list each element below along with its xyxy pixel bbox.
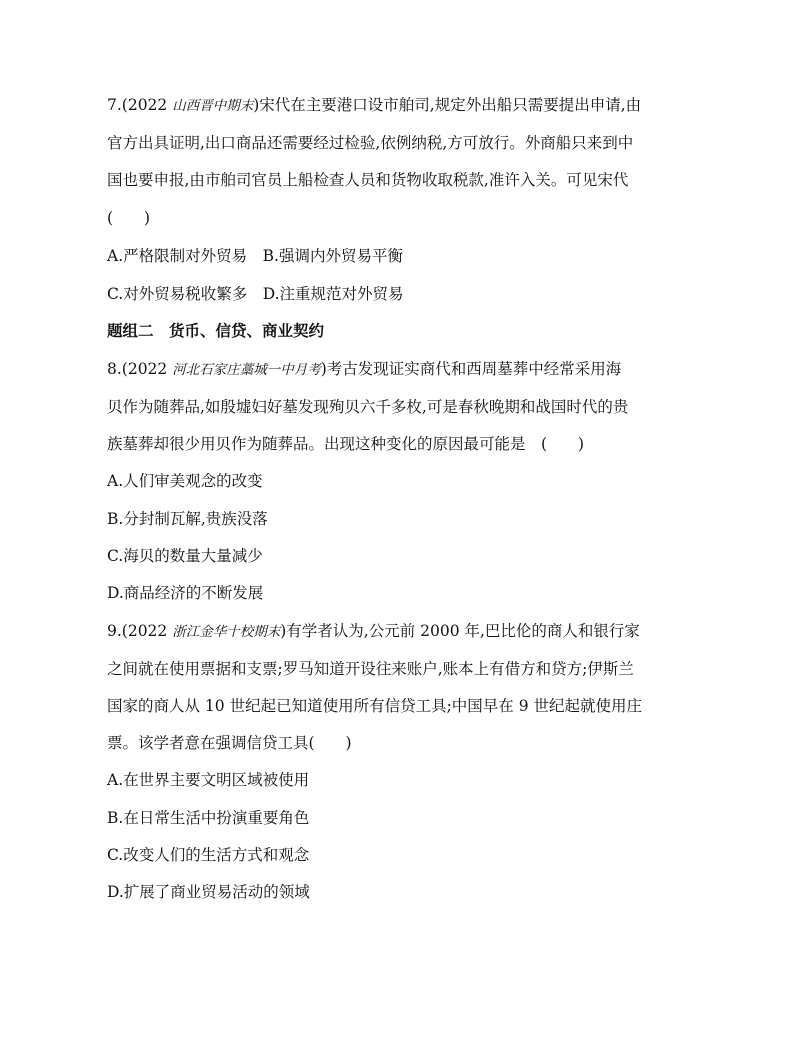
q7-source: 山西晋中期末	[172, 98, 254, 114]
q8-line-3: 族墓葬却很少用贝作为随葬品。出现这种变化的原因最可能是 ( )	[107, 435, 585, 453]
q9-line-1	[107, 621, 640, 642]
q9-line-2: 之间就在使用票据和支票;罗马知道开设往来账户,账本上有借方和贷方;伊斯兰	[107, 660, 634, 678]
q9-option-a: A.在世界主要文明区域被使用	[107, 771, 310, 789]
q9-line-3: 国家的商人从 10 世纪起已知道使用所有信贷工具;中国早在 9 世纪起就使用庄	[107, 697, 643, 715]
q9-text-1: )有学者认为,公元前 2000 年,巴比伦的商人和银行家	[280, 622, 640, 640]
q8-number: 8.(2022	[107, 360, 173, 378]
q9-option-c: C.改变人们的生活方式和观念	[107, 846, 310, 864]
q7-answer-blank: ( )	[107, 209, 151, 227]
q8-option-a: A.人们审美观念的改变	[107, 472, 263, 490]
q7-line-3: 国也要申报,由市舶司官员上船检查人员和货物收取税款,准许入关。可见宋代	[107, 171, 629, 189]
q9-number: 9.(2022	[107, 622, 173, 640]
q9-option-b: B.在日常生活中扮演重要角色	[107, 809, 310, 827]
q7-line-2: 官方出具证明,出口商品还需要经过检验,依例纳税,方可放行。外商船只来到中	[107, 134, 634, 152]
q7-text-1: )宋代在主要港口设市舶司,规定外出船只需要提出申请,由	[253, 96, 642, 114]
q7-options-row-2: C.对外贸易税收繁多 D.注重规范对外贸易	[107, 285, 404, 303]
q9-line-4: 票。该学者意在强调信贷工具( )	[107, 734, 352, 752]
q8-text-1: )考古发现证实商代和西周墓葬中经常采用海	[320, 360, 622, 378]
q7-number: 7.(2022	[107, 96, 173, 114]
q9-option-d: D.扩展了商业贸易活动的领域	[107, 883, 310, 901]
q8-option-d: D.商品经济的不断发展	[107, 584, 264, 602]
q7-line-1	[107, 95, 641, 116]
q8-source: 河北石家庄藁城一中月考	[172, 362, 321, 378]
q8-option-c: C.海贝的数量大量减少	[107, 547, 263, 565]
q8-line-2: 贝作为随葬品,如殷墟妇好墓发现殉贝六千多枚,可是春秋晚期和战国时代的贵	[107, 398, 629, 416]
q8-line-1	[107, 359, 621, 380]
q7-options-row-1: A.严格限制对外贸易 B.强调内外贸易平衡	[107, 247, 403, 265]
q9-source: 浙江金华十校期末	[172, 624, 281, 640]
q8-option-b: B.分封制瓦解,贵族没落	[107, 510, 268, 528]
group-two-title: 题组二 货币、信贷、商业契约	[107, 321, 325, 340]
